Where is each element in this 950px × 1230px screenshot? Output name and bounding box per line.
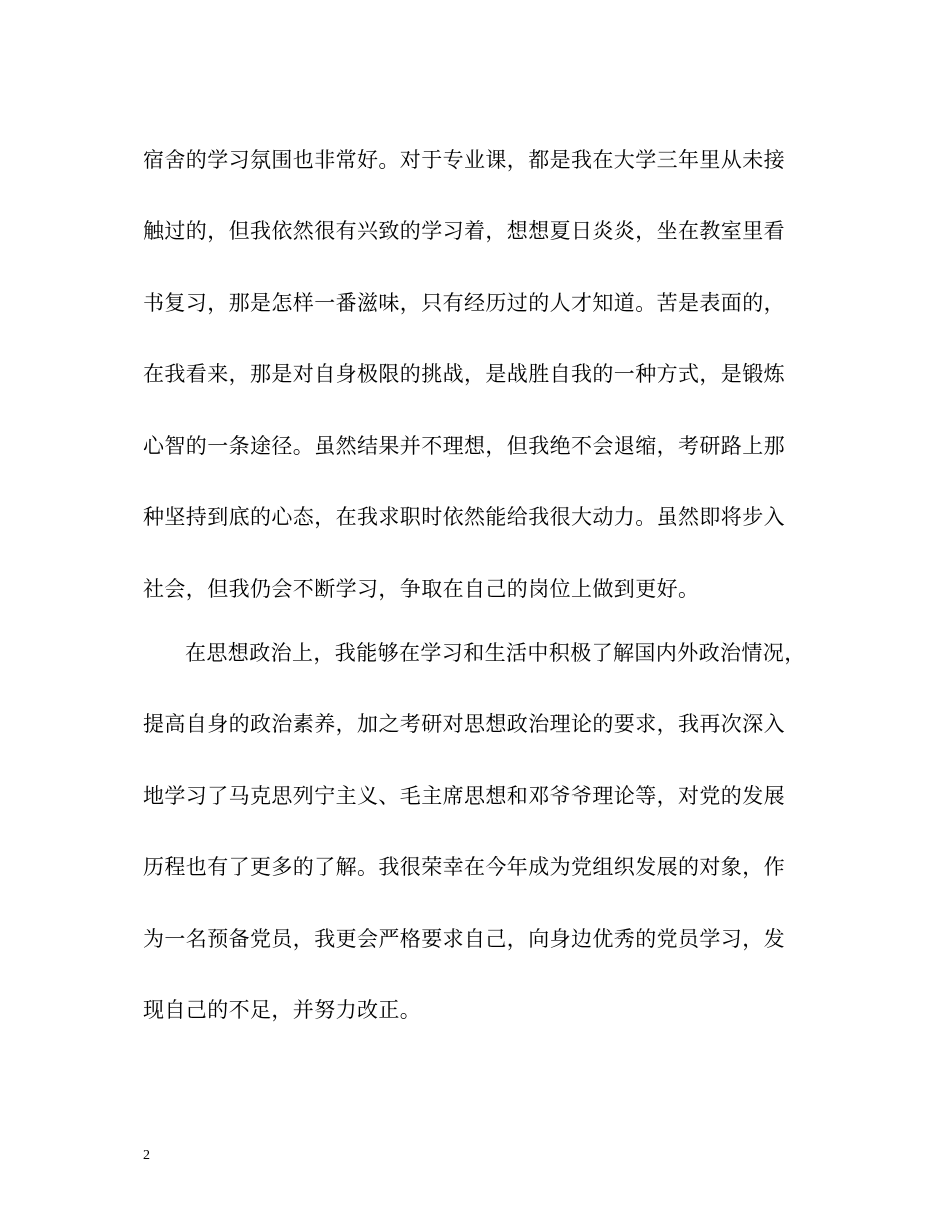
paragraph-line-9: 提高自身的政治素养，加之考研对思想政治理论的要求，我再次深入 [143,712,785,736]
paragraph-line-3: 书复习，那是怎样一番滋味，只有经历过的人才知道。苦是表面的， [143,291,785,315]
paragraph-line-6: 种坚持到底的心态，在我求职时依然能给我很大动力。虽然即将步入 [143,505,785,529]
paragraph-line-7: 社会，但我仍会不断学习，争取在自己的岗位上做到更好。 [143,577,700,601]
paragraph-line-5: 心智的一条途径。虽然结果并不理想，但我绝不会退缩，考研路上那 [143,434,785,458]
paragraph-line-4: 在我看来，那是对自身极限的挑战，是战胜自我的一种方式，是锻炼 [143,362,785,386]
paragraph-line-11: 历程也有了更多的了解。我很荣幸在今年成为党组织发展的对象，作 [143,855,785,879]
paragraph-line-10: 地学习了马克思列宁主义、毛主席思想和邓爷爷理论等，对党的发展 [143,784,785,808]
page-number: 2 [143,1148,150,1163]
paragraph-line-12: 为一名预备党员，我更会严格要求自己，向身边优秀的党员学习，发 [143,927,785,951]
paragraph-line-8: 在思想政治上，我能够在学习和生活中积极了解国内外政治情况， [185,641,806,665]
paragraph-line-13: 现自己的不足，并努力改正。 [143,998,422,1022]
paragraph-line-2: 触过的，但我依然很有兴致的学习着，想想夏日炎炎，坐在教室里看 [143,219,785,243]
paragraph-line-1: 宿舍的学习氛围也非常好。对于专业课，都是我在大学三年里从未接 [143,148,785,172]
